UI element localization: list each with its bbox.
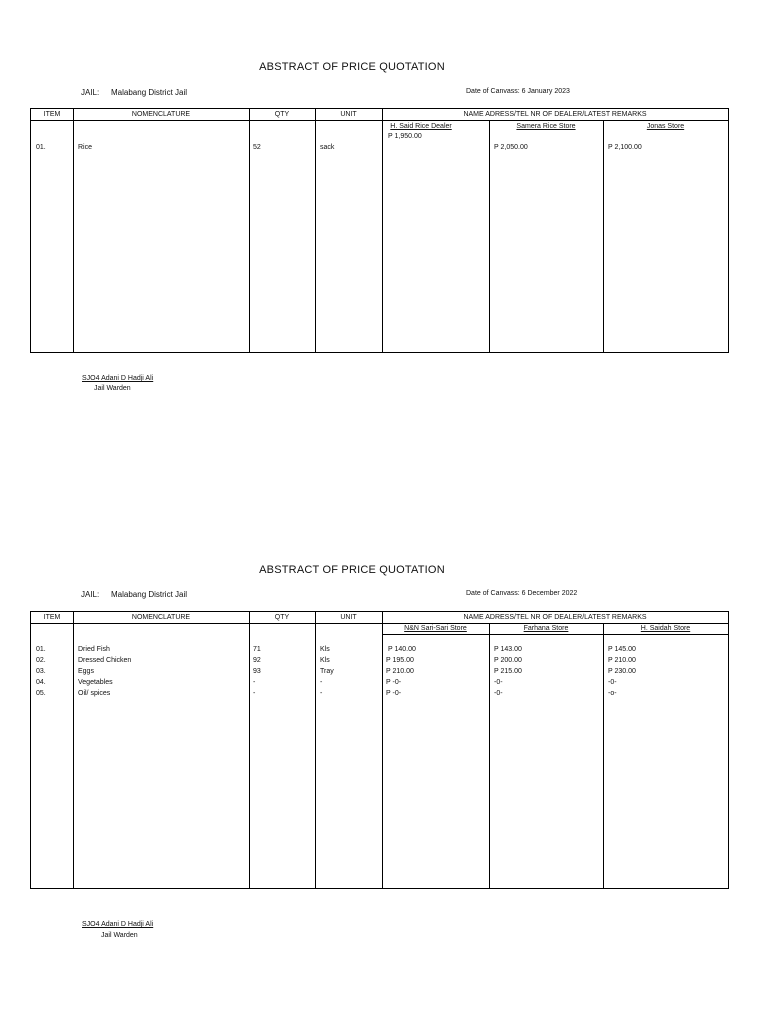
unit-cell: Kls	[320, 657, 330, 664]
price-cell: -0-	[608, 679, 617, 686]
price-cell: P 2,050.00	[494, 144, 528, 151]
item-number: 05.	[36, 690, 46, 697]
header-unit: UNIT	[340, 614, 357, 621]
price-cell: P 230.00	[608, 668, 636, 675]
price-cell: P 210.00	[386, 668, 414, 675]
unit-cell: sack	[320, 144, 335, 151]
price-cell: P -0-	[386, 690, 402, 697]
price-cell: P 143.00	[494, 646, 522, 653]
price-cell: -0-	[494, 690, 503, 697]
quotation-table	[30, 108, 729, 353]
nomenclature-cell: Vegetables	[78, 679, 113, 686]
unit-cell: -	[320, 690, 323, 697]
qty-cell: 71	[253, 646, 261, 653]
header-divider	[31, 623, 728, 624]
dealer-name: Farhana Store	[523, 625, 569, 632]
col-divider	[489, 623, 490, 888]
price-cell: P 145.00	[608, 646, 636, 653]
col-divider	[382, 109, 383, 352]
price-cell: -0-	[494, 679, 503, 686]
price-cell: P 1,950.00	[388, 133, 422, 140]
signatory-title: Jail Warden	[101, 932, 138, 939]
header-dealer: NAME ADRESS/TEL NR OF DEALER/LATEST REMARKS	[463, 111, 647, 118]
header-nomenclature: NOMENCLATURE	[131, 111, 191, 118]
qty-cell: 92	[253, 657, 261, 664]
abstract-title: ABSTRACT OF PRICE QUOTATION	[259, 564, 445, 576]
jail-label: JAIL:	[81, 88, 100, 97]
price-cell: P -0-	[386, 679, 402, 686]
dealer-name: H. Said Rice Dealer	[390, 123, 452, 130]
signatory-name: SJO4 Adani D Hadji Ali	[82, 921, 154, 928]
qty-cell: -	[253, 690, 256, 697]
price-cell: -o-	[608, 690, 617, 697]
dealer-name: Samera Rice Store	[516, 123, 576, 130]
unit-cell: Kls	[320, 646, 330, 653]
header-divider	[31, 120, 728, 121]
header-item: ITEM	[43, 614, 61, 621]
unit-cell: -	[320, 679, 323, 686]
qty-cell: 52	[253, 144, 261, 151]
header-qty: QTY	[274, 111, 290, 118]
nomenclature-cell: Oil/ spices	[78, 690, 111, 697]
nomenclature-cell: Rice	[78, 144, 93, 151]
dealer-name: N&N Sari-Sari Store	[404, 625, 467, 632]
jail-name: Malabang District Jail	[111, 590, 188, 599]
jail-label: JAIL:	[81, 590, 100, 599]
dealer-name: Jonas Store	[646, 123, 685, 130]
header-dealer: NAME ADRESS/TEL NR OF DEALER/LATEST REMARKS	[463, 614, 647, 621]
price-cell: P 200.00	[494, 657, 522, 664]
price-cell: P 215.00	[494, 668, 522, 675]
qty-cell: -	[253, 679, 256, 686]
nomenclature-cell: Dried Fish	[78, 646, 110, 653]
header-item: ITEM	[43, 111, 61, 118]
col-divider	[315, 612, 316, 888]
price-cell: P 140.00	[388, 646, 416, 653]
col-divider	[249, 109, 250, 352]
header-nomenclature: NOMENCLATURE	[131, 614, 191, 621]
col-divider	[73, 612, 74, 888]
canvass-date: Date of Canvass: 6 December 2022	[466, 590, 578, 597]
item-number: 03.	[36, 668, 46, 675]
col-divider	[603, 623, 604, 888]
unit-cell: Tray	[320, 668, 334, 675]
price-cell: P 210.00	[608, 657, 636, 664]
canvass-date: Date of Canvass: 6 January 2023	[466, 88, 570, 95]
header-qty: QTY	[274, 614, 290, 621]
qty-cell: 93	[253, 668, 261, 675]
jail-name: Malabang District Jail	[111, 88, 188, 97]
dealer-divider	[382, 634, 728, 635]
col-divider	[249, 612, 250, 888]
abstract-title: ABSTRACT OF PRICE QUOTATION	[259, 61, 445, 73]
col-divider	[603, 120, 604, 352]
item-number: 01.	[36, 144, 46, 151]
dealer-name: H. Saidah Store	[640, 625, 691, 632]
quotation-table	[30, 611, 729, 889]
col-divider	[315, 109, 316, 352]
price-cell: P 195.00	[386, 657, 414, 664]
item-number: 04.	[36, 679, 46, 686]
col-divider	[489, 120, 490, 352]
price-cell: P 2,100.00	[608, 144, 642, 151]
col-divider	[382, 612, 383, 888]
item-number: 01.	[36, 646, 46, 653]
col-divider	[73, 109, 74, 352]
header-unit: UNIT	[340, 111, 357, 118]
nomenclature-cell: Dressed Chicken	[78, 657, 132, 664]
signatory-title: Jail Warden	[94, 385, 131, 392]
nomenclature-cell: Eggs	[78, 668, 94, 675]
signatory-name: SJO4 Adani D Hadji Ali	[82, 375, 154, 382]
item-number: 02.	[36, 657, 46, 664]
